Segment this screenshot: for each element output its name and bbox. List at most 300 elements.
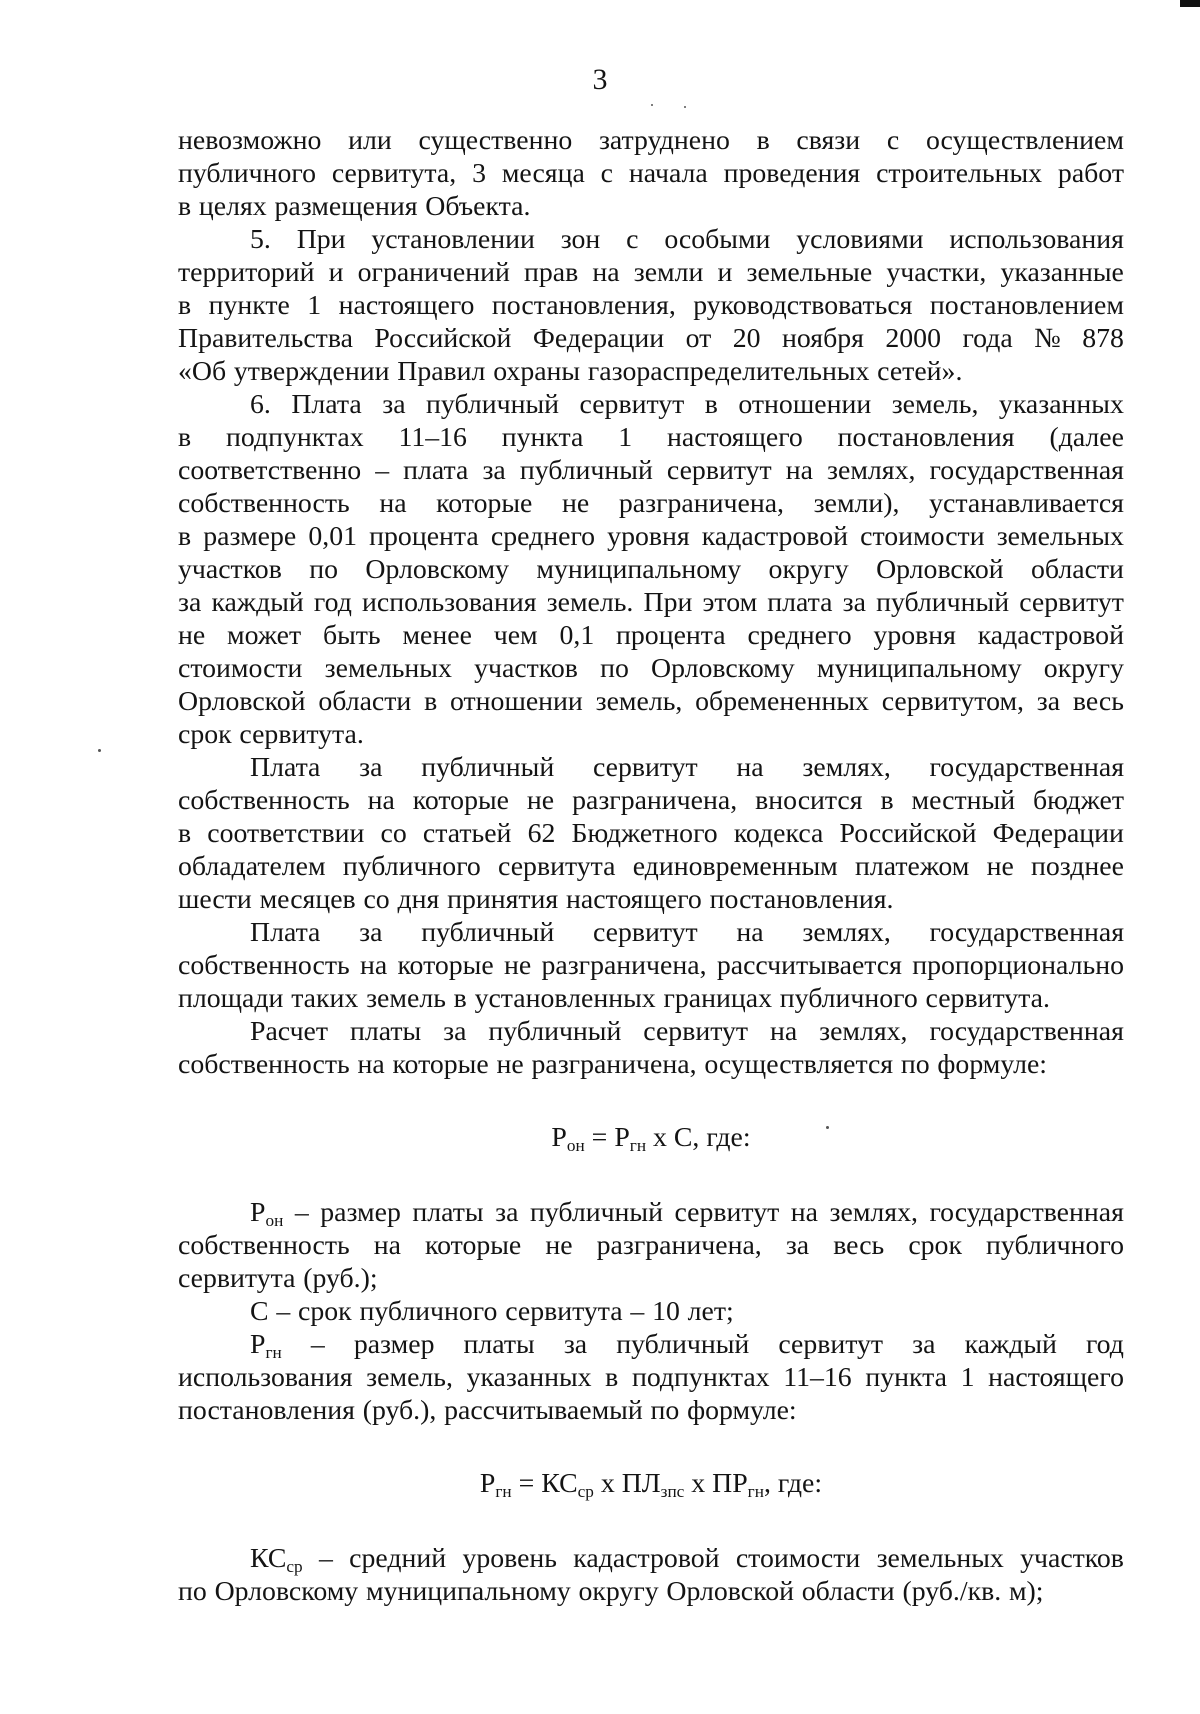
word: на [769, 1016, 798, 1047]
text-line [178, 1361, 1124, 1394]
word: 10 [652, 1296, 680, 1327]
word: Российской [839, 818, 977, 849]
word: области [318, 686, 412, 717]
word: сервитут [666, 455, 772, 486]
word: сетей». [877, 356, 963, 387]
word: уровень [462, 1543, 557, 1574]
word: сервитут [579, 389, 685, 420]
word: размере [203, 521, 297, 552]
word: не [986, 851, 1014, 882]
word: округу [768, 554, 849, 585]
word: на [357, 1049, 385, 1080]
word: сервитута, [331, 158, 457, 189]
word: на [359, 950, 388, 981]
text-line [178, 421, 1124, 454]
text-line [178, 322, 1124, 355]
word: в [605, 1362, 619, 1393]
word: размещения [274, 191, 418, 222]
word: сервитута [498, 851, 616, 882]
word: государственная [929, 917, 1124, 948]
word: которые [397, 950, 494, 981]
text-line [178, 256, 1124, 289]
text-line [178, 1394, 1124, 1427]
word: и [328, 257, 344, 288]
word: осуществлением [925, 125, 1124, 156]
word: подпунктах [631, 1362, 770, 1393]
word: сервитут [1019, 587, 1124, 618]
word: участков [474, 653, 578, 684]
text-line [178, 1542, 1124, 1575]
word: или [348, 125, 392, 156]
word: не [496, 1049, 524, 1080]
word: $Р_{гн}$ [250, 1329, 282, 1362]
word: публичный [529, 1197, 663, 1228]
word: сервитут [592, 752, 698, 783]
word: в [178, 191, 192, 222]
word: публичный [421, 752, 555, 783]
word: на [367, 785, 395, 816]
word: публичный [616, 1329, 750, 1360]
text-line [178, 1048, 1124, 1081]
word: территорий [178, 257, 315, 288]
word: которые [392, 1049, 489, 1080]
word: процента [616, 620, 726, 651]
word: собственность [178, 950, 350, 981]
word: соответственно [178, 455, 362, 486]
word: месяца [501, 158, 585, 189]
text-line [178, 652, 1124, 685]
word: пропорционально [912, 950, 1124, 981]
word: за [1036, 686, 1061, 717]
word: (руб./кв. [902, 1576, 1002, 1607]
word: $Р_{он}$ [250, 1197, 284, 1230]
para-def-ks [178, 1542, 1124, 1608]
word: обладателем [178, 851, 326, 882]
word: публичного [178, 158, 316, 189]
text-line [178, 157, 1124, 190]
word: Орловскому [365, 554, 510, 585]
word: – [318, 1543, 333, 1574]
text-line [178, 487, 1124, 520]
word: государственная [929, 1016, 1124, 1047]
word: по [600, 653, 629, 684]
word: руководствоваться [693, 290, 913, 321]
word: Орловской [876, 554, 1004, 585]
word: 11–16 [398, 422, 467, 453]
word: уровня [607, 521, 690, 552]
word: от [685, 323, 712, 354]
word: целях [198, 191, 267, 222]
word: размер [320, 1197, 401, 1228]
word: Плата [250, 752, 321, 783]
word: таких [291, 983, 359, 1014]
word: среднего [490, 521, 596, 552]
text-line [178, 817, 1124, 850]
word: ноября [782, 323, 864, 354]
word: особыми [664, 224, 771, 255]
text-line [178, 1262, 1124, 1295]
text-line [178, 982, 1124, 1015]
word: условиями [796, 224, 924, 255]
word: публичного [342, 851, 481, 882]
text-line [178, 718, 1124, 751]
word: средний [349, 1543, 447, 1574]
word: м); [1008, 1576, 1044, 1607]
text-line [178, 355, 1124, 388]
word: 1 [307, 290, 322, 321]
word: настоящего [338, 290, 475, 321]
word: год [313, 587, 352, 618]
word: участков [178, 554, 282, 585]
word: участков [1020, 1543, 1124, 1574]
text-line [178, 520, 1124, 553]
word: процента [369, 521, 479, 552]
word: области [1031, 554, 1124, 585]
word: со [380, 818, 407, 849]
word: разграничена, [618, 488, 784, 519]
word: которые [412, 785, 509, 816]
word: кадастровой [977, 620, 1124, 651]
word: осуществляется [704, 1049, 894, 1080]
word: 2000 [885, 323, 941, 354]
word: Правительства [178, 323, 353, 354]
word: прав [524, 257, 579, 288]
word: использования [178, 1362, 353, 1393]
word: с [626, 224, 639, 255]
word: вносится [755, 785, 863, 816]
text-line [178, 619, 1124, 652]
word: 6. [250, 389, 271, 420]
word: дня [397, 884, 440, 915]
word: существенно [418, 125, 573, 156]
text-line [178, 553, 1124, 586]
page-number: 3 [592, 63, 608, 96]
word: – [310, 1329, 325, 1360]
word: связи [796, 125, 861, 156]
formula-total-fee: $Р_{он} = Р_{гн}$ х С, где: [551, 1122, 751, 1155]
text-line [178, 685, 1124, 718]
word: ограничений [357, 257, 510, 288]
word: сервитута [505, 1296, 623, 1327]
formula-annual-fee: $Р_{гн} = КС_{ср}$ х $ПЛ_{зпс}$ х $ПР_{гн}$, где: [479, 1468, 823, 1501]
word: за [359, 917, 383, 948]
word: охраны [493, 356, 581, 387]
word: этом [702, 587, 758, 618]
word: каждый [964, 1329, 1057, 1360]
word: Орловской [178, 686, 306, 717]
word: шести [178, 884, 252, 915]
para-payment-budget [178, 751, 1124, 916]
word: сервитут [592, 917, 698, 948]
para-calculation-intro [178, 1015, 1124, 1081]
word: и [717, 257, 733, 288]
word: чем [493, 620, 538, 651]
word: землях, [819, 1016, 908, 1047]
word: со [363, 884, 390, 915]
word: 0,1 [559, 620, 595, 651]
text-line [178, 388, 1124, 421]
word: разграничена, [596, 1230, 762, 1261]
word: 1 [960, 1362, 975, 1393]
word: участки, [886, 257, 987, 288]
word: государственная [929, 1197, 1124, 1228]
word: в [178, 422, 192, 453]
text-line [178, 190, 1124, 223]
word: с [600, 158, 613, 189]
scan-corner-mark [1180, 0, 1200, 7]
word: государственная [929, 455, 1124, 486]
word: земельных [996, 521, 1124, 552]
word: пункте [208, 290, 290, 321]
word: сервитутом, [881, 686, 1024, 717]
word: лет; [687, 1296, 734, 1327]
word: за [178, 587, 202, 618]
word: При [296, 224, 346, 255]
word: проведения [723, 158, 861, 189]
word: подпунктах [225, 422, 364, 453]
word: за [382, 389, 406, 420]
word: за [842, 587, 866, 618]
word: публичный [876, 587, 1010, 618]
word: быть [322, 620, 381, 651]
word: – [294, 1197, 309, 1228]
word: указанных [466, 1362, 592, 1393]
word: платежом [855, 851, 970, 882]
text-line [178, 850, 1124, 883]
word: срок [178, 719, 232, 750]
scan-speck [651, 104, 653, 106]
text-line [178, 454, 1124, 487]
word: на [736, 917, 764, 948]
word: постановления, [491, 290, 676, 321]
word: размер [353, 1329, 435, 1360]
word: использования [361, 587, 537, 618]
word: постановлением [929, 290, 1124, 321]
word: границах [663, 983, 772, 1014]
word: Бюджетного [571, 818, 718, 849]
word: устанавливается [929, 488, 1124, 519]
word: 11–16 [783, 1362, 852, 1393]
word: указанные [1000, 257, 1124, 288]
word: публичный [421, 917, 555, 948]
word: в [880, 785, 894, 816]
word: платы [463, 1329, 535, 1360]
word: в [704, 389, 718, 420]
word: статьей [422, 818, 512, 849]
word: (руб.), [362, 1395, 437, 1426]
word: «Об [178, 356, 227, 387]
word: принятия [447, 884, 559, 915]
word: платы [349, 1016, 422, 1047]
word: муниципальному [816, 653, 1022, 684]
word: на [785, 455, 813, 486]
word: на [790, 1197, 818, 1228]
word: формуле: [687, 1395, 797, 1426]
word: При [643, 587, 693, 618]
word: собственность [178, 1230, 350, 1261]
word: платы [412, 1197, 484, 1228]
word: месяцев [259, 884, 356, 915]
word: срок [908, 1230, 962, 1261]
word: плата [403, 455, 469, 486]
word: среднего [747, 620, 852, 651]
word: Плата [250, 917, 321, 948]
word: стоимости [178, 653, 303, 684]
word: земель, [891, 389, 979, 420]
word: постановления [837, 422, 1015, 453]
word: на [373, 1230, 401, 1261]
text-line [178, 1328, 1124, 1361]
text-line [178, 784, 1124, 817]
word: стоимости [860, 521, 985, 552]
word: Российской [374, 323, 512, 354]
para-item-5 [178, 223, 1124, 388]
word: стоимости [735, 1543, 861, 1574]
word: которые [436, 488, 533, 519]
word: Расчет [250, 1016, 329, 1047]
word: соответствии [207, 818, 365, 849]
word: начала [628, 158, 708, 189]
word: в [178, 818, 192, 849]
word: кодекса [733, 818, 824, 849]
word: за [443, 1016, 467, 1047]
word: в [453, 983, 467, 1014]
word: 878 [1082, 323, 1124, 354]
word: единовременным [632, 851, 838, 882]
word: настоящего [988, 1362, 1124, 1393]
word: обремененных [695, 686, 869, 717]
word: за [359, 752, 383, 783]
word: не [178, 620, 206, 651]
word: не [545, 1230, 573, 1261]
word: года [962, 323, 1013, 354]
word: собственность [178, 785, 350, 816]
word: за [563, 1329, 588, 1360]
word: работ [1057, 158, 1124, 189]
para-def-c [178, 1295, 1124, 1328]
word: использования [949, 224, 1124, 255]
word: утверждении [233, 356, 390, 387]
word: кадастровой [701, 521, 849, 552]
word: площади [178, 983, 284, 1014]
para-def-p-gn [178, 1328, 1124, 1427]
para-item-6 [178, 388, 1124, 751]
word: землях, [802, 917, 891, 948]
word: сервитут [778, 1329, 884, 1360]
word: может [227, 620, 302, 651]
word: земель [366, 983, 446, 1014]
word: $КС_{ср}$ [250, 1543, 303, 1576]
word: кадастровой [573, 1543, 720, 1574]
word: публичный [488, 1016, 622, 1047]
word: которые [425, 1230, 522, 1261]
word: земельные [746, 257, 873, 288]
word: публичный [519, 455, 653, 486]
text-line [178, 1196, 1124, 1229]
word: Правил [397, 356, 486, 387]
text-line [178, 586, 1124, 619]
word: по [309, 554, 338, 585]
word: 5. [250, 224, 271, 255]
word: весь [833, 1230, 885, 1261]
word: уровня [873, 620, 956, 651]
text-line [178, 949, 1124, 982]
word: невозможно [178, 125, 322, 156]
word: сервитута [178, 1263, 296, 1294]
word: землях, [827, 455, 916, 486]
word: публичного [986, 1230, 1124, 1261]
word: позднее [1031, 851, 1124, 882]
word: в [178, 290, 192, 321]
word: срок [298, 1296, 352, 1327]
word: 1 [618, 422, 633, 453]
text-line [178, 223, 1124, 256]
word: за [495, 1197, 519, 1228]
word: № [1034, 323, 1061, 354]
word: не [503, 950, 532, 981]
word: на [379, 488, 407, 519]
word: рассчитывается [716, 950, 902, 981]
word: – [276, 1296, 291, 1327]
word: пункта [865, 1362, 947, 1393]
word: Орловскому [214, 1576, 359, 1607]
word: бюджет [1033, 785, 1124, 816]
word: 20 [732, 323, 761, 354]
para-payment-proportional [178, 916, 1124, 1015]
text-line [178, 883, 1124, 916]
word: настоящего [666, 422, 803, 453]
word: за [482, 455, 506, 486]
word: публичного [359, 1296, 498, 1327]
word: отношении [738, 389, 872, 420]
word: пункта [501, 422, 584, 453]
word: 3 [472, 158, 486, 189]
word: земли [633, 257, 704, 288]
word: каждый [211, 587, 304, 618]
word: земель, [595, 686, 683, 717]
word: менее [402, 620, 472, 651]
word: установленных [474, 983, 656, 1014]
word: 0,01 [308, 521, 358, 552]
para-def-p-on [178, 1196, 1124, 1295]
word: земельных [324, 653, 452, 684]
word: землях, [802, 752, 891, 783]
word: местный [911, 785, 1016, 816]
text-line [178, 1229, 1124, 1262]
word: области [801, 1576, 895, 1607]
word: разграничена, [541, 950, 707, 981]
word: собственность [178, 488, 350, 519]
word: на [736, 752, 764, 783]
word: округу [1043, 653, 1124, 684]
word: Орловскому [651, 653, 795, 684]
text-line [178, 124, 1124, 157]
word: затруднено [598, 125, 730, 156]
word: Объекта. [425, 191, 531, 222]
word: по [178, 1576, 207, 1607]
word: в [424, 686, 438, 717]
word: за [912, 1329, 936, 1360]
word: (далее [1049, 422, 1124, 453]
word: в [178, 521, 192, 552]
word: – [630, 1296, 645, 1327]
word: Орловской [666, 1576, 794, 1607]
word: плата [767, 587, 833, 618]
word: земельных [876, 1543, 1004, 1574]
word: в [756, 125, 770, 156]
word: по [900, 1049, 930, 1080]
word: установлении [371, 224, 535, 255]
